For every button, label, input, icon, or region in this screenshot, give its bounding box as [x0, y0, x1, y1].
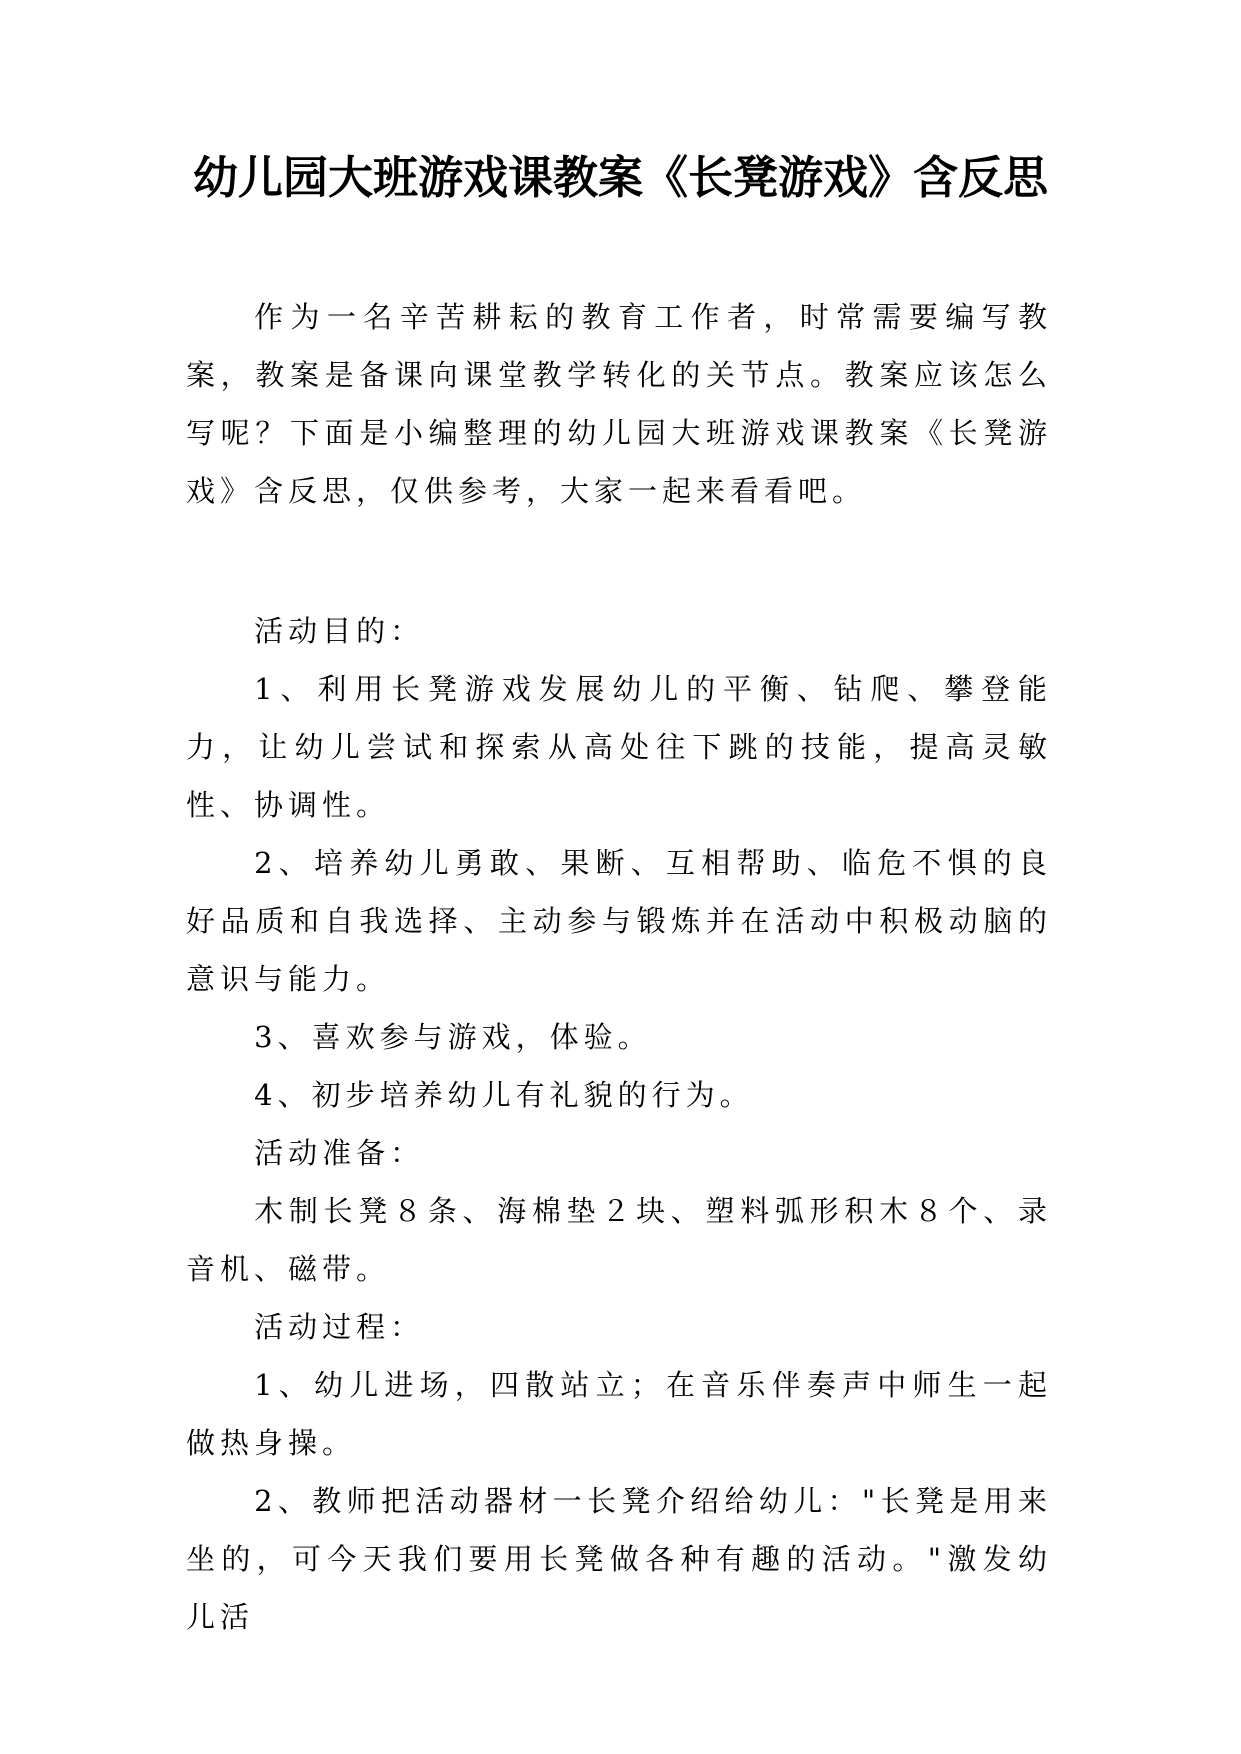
process-step: 1、幼儿进场，四散站立；在音乐伴奏声中师生一起做热身操。 — [186, 1368, 1052, 1460]
document-title: 幼儿园大班游戏课教案《长凳游戏》含反思 — [192, 151, 1048, 204]
section-heading-objectives: 活动目的： — [254, 614, 425, 648]
section-heading-process: 活动过程： — [254, 1310, 425, 1344]
objective-item: 4、初步培养幼儿有礼貌的行为。 — [254, 1078, 754, 1112]
objective-item: 1、利用长凳游戏发展幼儿的平衡、钻爬、攀登能力，让幼儿尝试和探索从高处往下跳的技能，提高灵敏性、协调性。 — [186, 672, 1052, 822]
process-step: 2、教师把活动器材一长凳介绍给幼儿："长凳是用来坐的，可今天我们要用长凳做各种有趣的活动。"激发幼儿活 — [186, 1484, 1052, 1634]
preparation-text: 木制长凳８条、海棉垫２块、塑料弧形积木８个、录音机、磁带。 — [186, 1194, 1052, 1286]
objective-item: 2、培养幼儿勇敢、果断、互相帮助、临危不惧的良好品质和自我选择、主动参与锻炼并在活动中积极动脑的意识与能力。 — [186, 846, 1052, 996]
objective-item: 3、喜欢参与游戏，体验。 — [254, 1020, 652, 1054]
intro-paragraph: 作为一名辛苦耕耘的教育工作者，时常需要编写教案，教案是备课向课堂教学转化的关节点。教案应该怎么写呢？下面是小编整理的幼儿园大班游戏课教案《长凳游戏》含反思，仅供参考，大家一起来看看吧。 — [186, 300, 1052, 508]
section-heading-preparation: 活动准备： — [254, 1136, 425, 1170]
document-body — [186, 288, 1052, 1646]
